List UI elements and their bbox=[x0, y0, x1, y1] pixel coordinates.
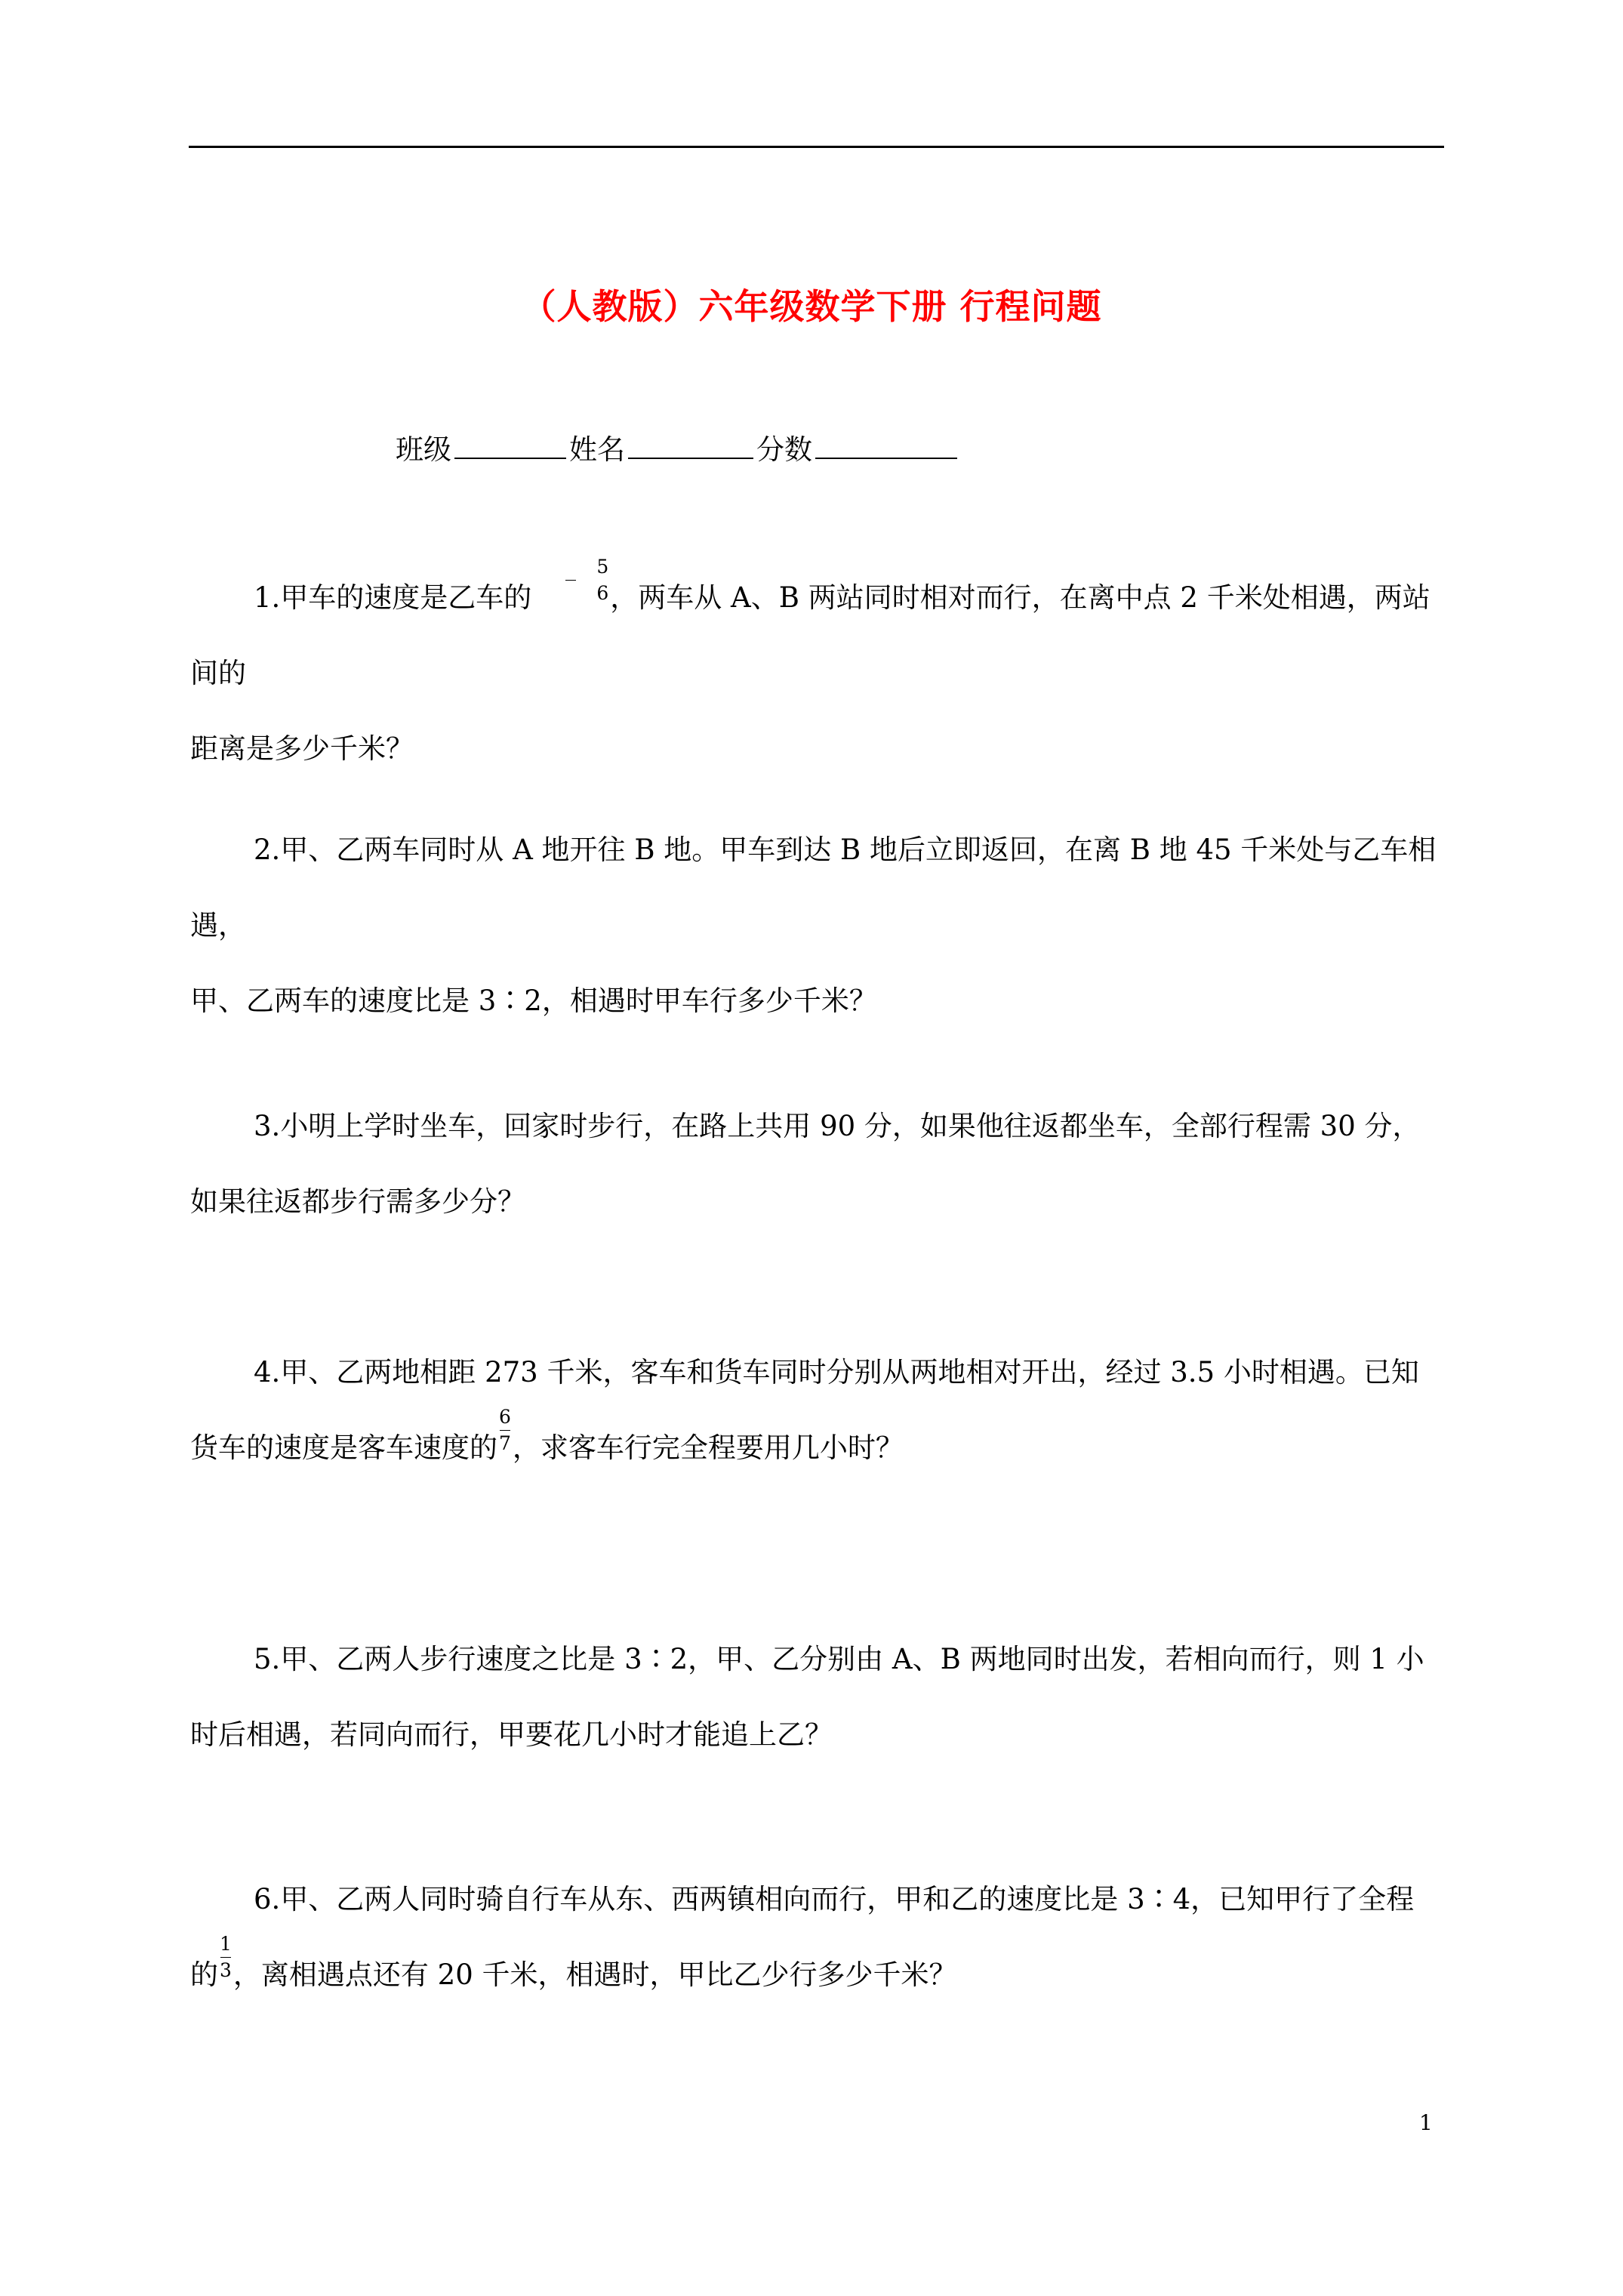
problem-text: 甲、乙两人同时骑自行车从东、西两镇相向而行，甲和乙的速度比是 3∶4，已知甲行了全程 bbox=[280, 1883, 1415, 1915]
problem-number: 4. bbox=[254, 1356, 281, 1388]
fraction-numerator: 1 bbox=[220, 1933, 232, 1955]
problem-text: 如果往返都步行需多少分？ bbox=[190, 1185, 525, 1218]
fraction-bar bbox=[220, 1957, 231, 1958]
problem-text: 时后相遇，若同向而行，甲要花几小时才能追上乙？ bbox=[190, 1718, 833, 1751]
problem-text: 甲、乙两车同时从 A 地开往 B 地。甲车到达 B 地后立即返回，在离 B 地 45 千米处与乙车相遇， bbox=[190, 834, 1437, 942]
problem-text: 小明上学时坐车，回家时步行，在路上共用 90 分，如果他往返都坐车，全部行程需 30 分， bbox=[280, 1110, 1421, 1142]
problem-4 bbox=[190, 1335, 1443, 1486]
problem-text: 甲、乙两车的速度比是 3∶2，相遇时甲车行多少千米？ bbox=[190, 985, 877, 1017]
fraction-numerator: 6 bbox=[499, 1406, 511, 1428]
problem-text: ，求客车行完全程要用几小时？ bbox=[512, 1432, 904, 1464]
problem-text: ，两车从 A、B 两站同时相对而行，在离中点 2 千米处相遇，两站间的 bbox=[190, 581, 1431, 689]
name-blank[interactable] bbox=[628, 430, 753, 459]
problem-number: 5. bbox=[254, 1643, 281, 1675]
fraction-denominator: 3 bbox=[220, 1959, 232, 1981]
problem-5 bbox=[190, 1622, 1443, 1773]
problem-text: 甲车的速度是乙车的 bbox=[280, 581, 532, 614]
header-rule bbox=[189, 146, 1444, 148]
problem-text: 甲、乙两人步行速度之比是 3∶2，甲、乙分别由 A、B 两地同时出发，若相向而行，则 1 小 bbox=[280, 1643, 1424, 1675]
fraction-1-3 bbox=[220, 1933, 232, 1982]
problem-3 bbox=[190, 1089, 1443, 1240]
name-label: 姓名 bbox=[569, 433, 625, 466]
problem-2 bbox=[190, 812, 1443, 1039]
problem-number: 3. bbox=[254, 1110, 281, 1142]
score-blank[interactable] bbox=[815, 430, 957, 459]
problem-number: 1. bbox=[254, 581, 281, 614]
fraction-bar bbox=[565, 580, 576, 581]
problem-text: ，离相遇点还有 20 千米，相遇时，甲比乙少行多少千米？ bbox=[233, 1959, 957, 1991]
problem-text: 货车的速度是客车速度的 bbox=[190, 1432, 497, 1464]
class-blank[interactable] bbox=[454, 430, 566, 459]
problem-text: 距离是多少千米？ bbox=[190, 732, 414, 765]
score-label: 分数 bbox=[756, 433, 812, 466]
fraction-denominator: 7 bbox=[499, 1432, 511, 1454]
fraction-denominator: 6 bbox=[596, 582, 609, 604]
problem-text: 甲、乙两地相距 273 千米，客车和货车同时分别从两地相对开出，经过 3.5 小时相遇。已知 bbox=[280, 1356, 1419, 1388]
problem-text: 的 bbox=[190, 1959, 218, 1991]
fraction-numerator: 5 bbox=[596, 556, 609, 578]
problem-6 bbox=[190, 1862, 1443, 2013]
fraction-5-6 bbox=[533, 556, 608, 605]
problem-1 bbox=[190, 556, 1443, 787]
class-label: 班级 bbox=[396, 433, 451, 466]
problem-number: 2. bbox=[254, 834, 281, 866]
student-info-line bbox=[396, 427, 960, 467]
page-number: 1 bbox=[1419, 2110, 1433, 2135]
page-title: （人教版）六年级数学下册 行程问题 bbox=[521, 286, 1102, 327]
problem-number: 6. bbox=[254, 1883, 281, 1915]
fraction-6-7 bbox=[499, 1406, 511, 1455]
fraction-bar bbox=[500, 1430, 510, 1431]
